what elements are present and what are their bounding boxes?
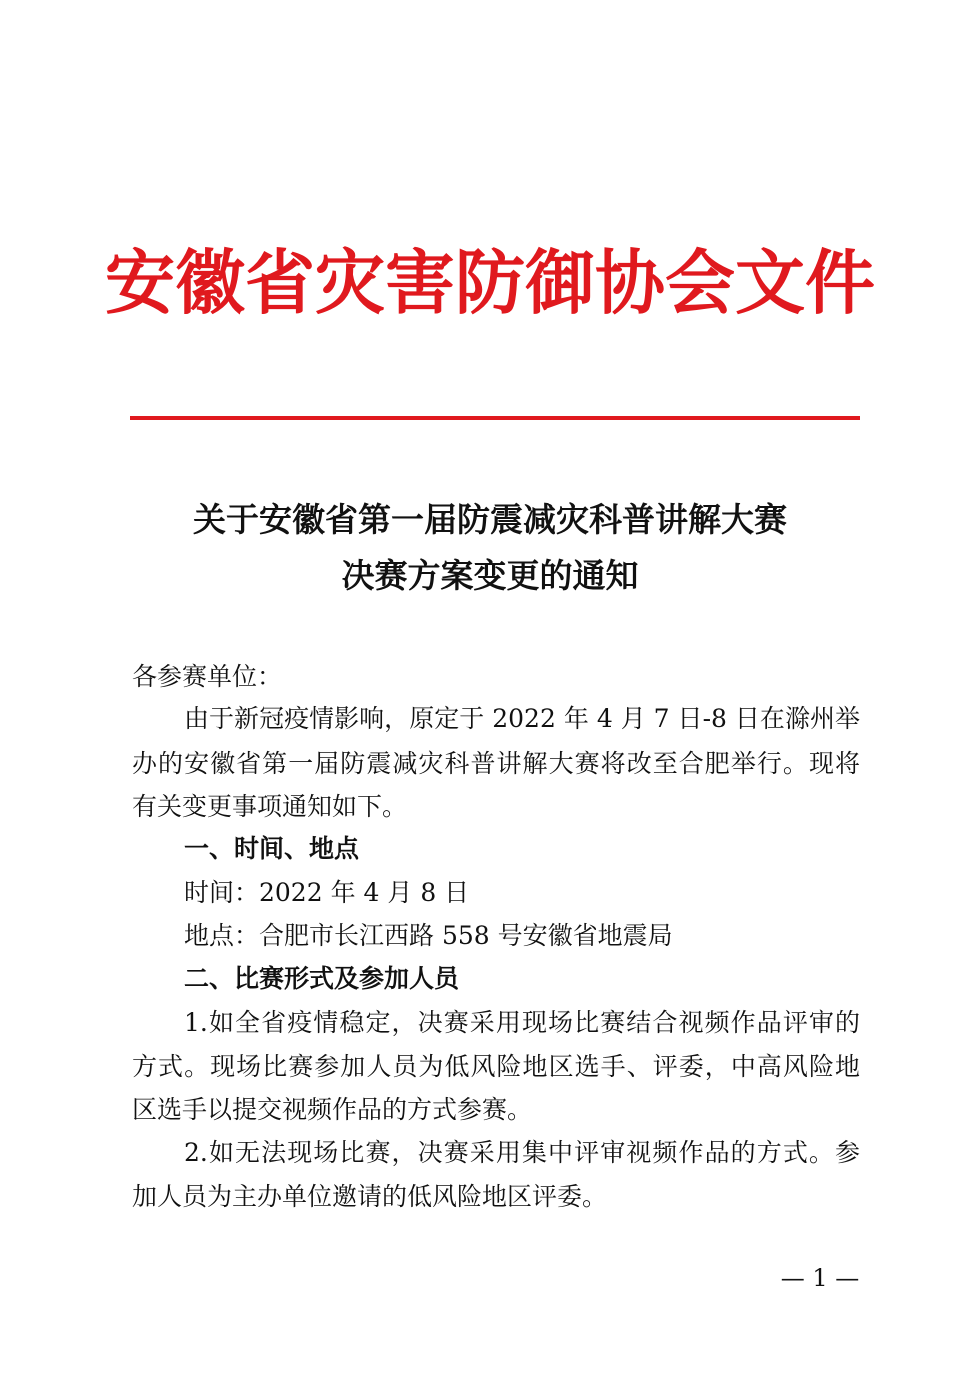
item-1-line-2: 方式。现场比赛参加人员为低风险地区选手、评委，中高风险地 [132,1052,860,1081]
org-header-title: 安徽省灾害防御协会文件 [105,241,875,324]
section-1-heading: 一、时间、地点 [184,834,360,863]
intro-paragraph-line-2: 办的安徽省第一届防震减灾科普讲解大赛将改至合肥举行。现将 [132,749,860,778]
red-divider-rule [130,416,860,420]
item-2-line-1: 2.如无法现场比赛，决赛采用集中评审视频作品的方式。参 [184,1138,860,1167]
item-2-line-2: 加人员为主办单位邀请的低风险地区评委。 [132,1182,608,1211]
document-title-line-2: 决赛方案变更的通知 [341,556,639,595]
document-title-line-1: 关于安徽省第一届防震减灾科普讲解大赛 [193,500,787,539]
intro-paragraph-line-1: 由于新冠疫情影响，原定于 2022 年 4 月 7 日-8 日在滁州举 [184,704,860,733]
item-1-line-1: 1.如全省疫情稳定，决赛采用现场比赛结合视频作品评审的 [184,1008,860,1037]
section-2-heading: 二、比赛形式及参加人员 [184,964,460,993]
event-location: 地点：合肥市长江西路 558 号安徽省地震局 [184,921,673,950]
event-time: 时间：2022 年 4 月 8 日 [184,878,470,907]
item-1-line-3: 区选手以提交视频作品的方式参赛。 [132,1095,533,1124]
page-number: — 1 — [780,1264,860,1292]
intro-paragraph-line-3: 有关变更事项通知如下。 [132,792,408,821]
salutation: 各参赛单位： [132,662,283,691]
